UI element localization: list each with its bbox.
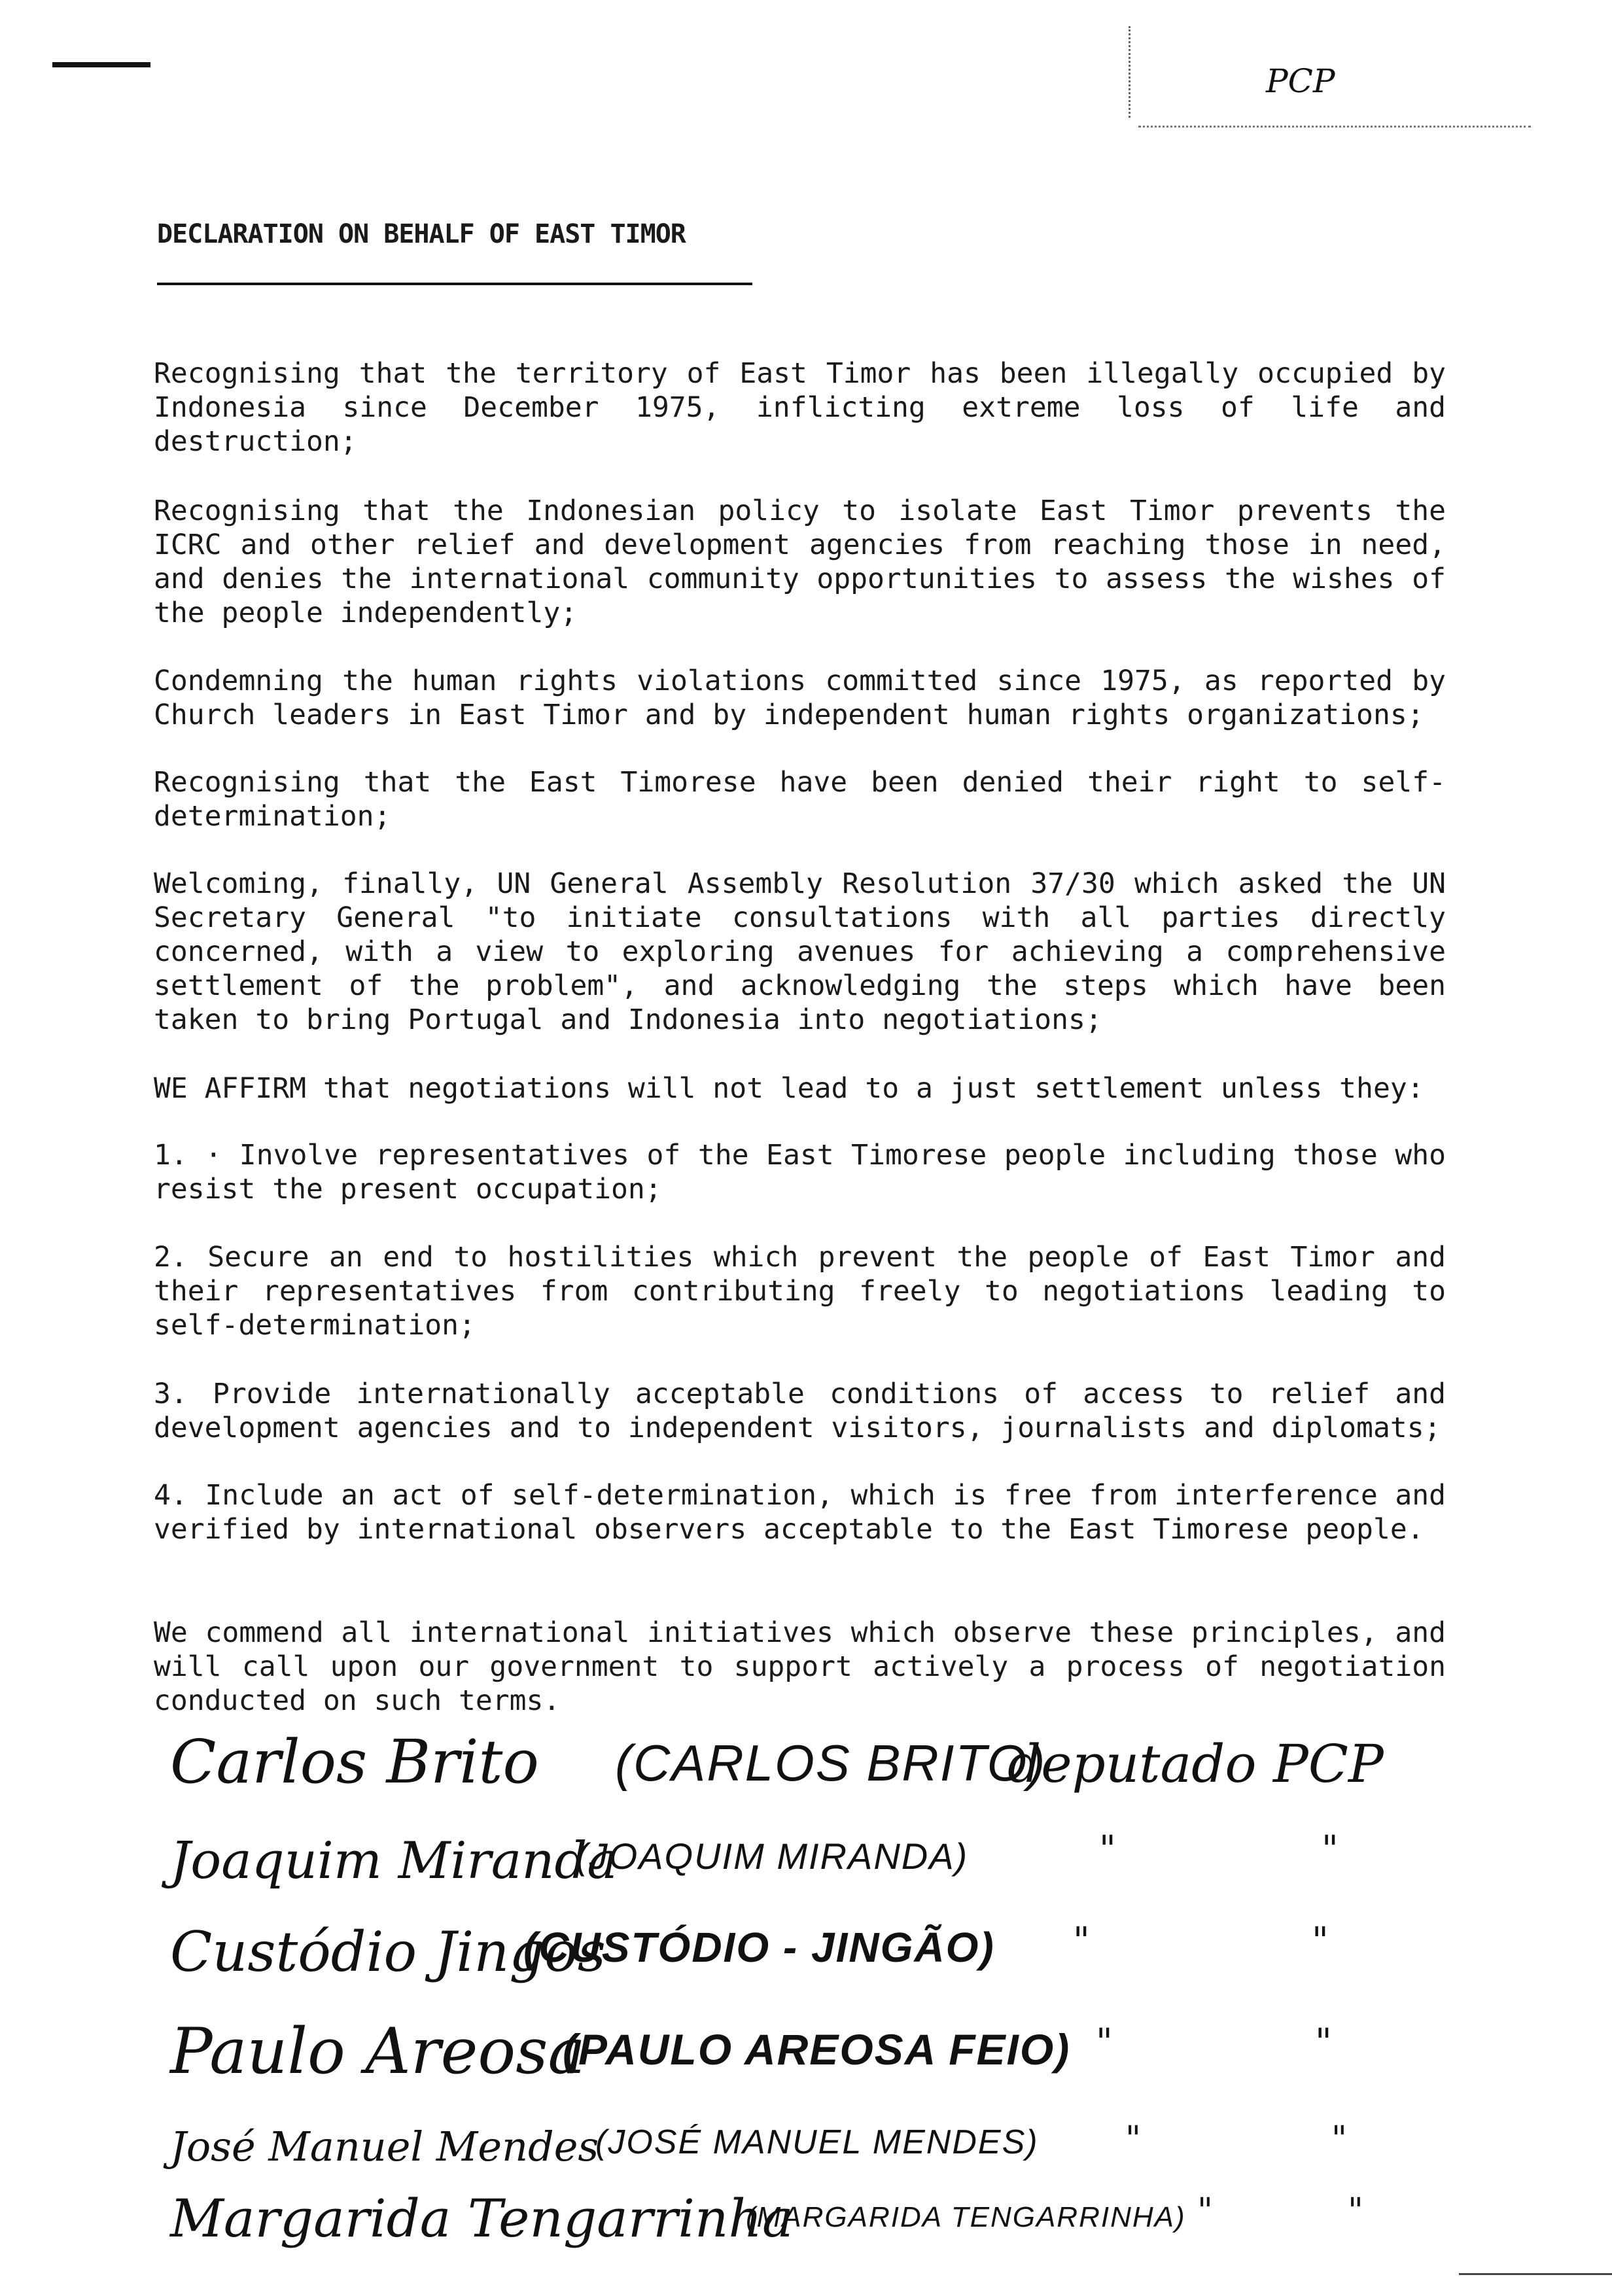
paragraph-occupation: Recognising that the territory of East Timor has been illegally occupied by Indonesia since December 1975, inflicting extreme loss of life and destruction;	[154, 357, 1446, 458]
paragraph-affirm: WE AFFIRM that negotiations will not lead to a just settlement unless they:	[154, 1072, 1424, 1105]
handwritten-signature: Joaquim Miranda	[170, 1832, 618, 1890]
signature-row	[144, 2119, 1518, 2185]
party-mark: PCP	[1266, 62, 1335, 100]
document-title: DECLARATION ON BEHALF OF EAST TIMOR	[157, 219, 686, 249]
signatory-name: (MARGARIDA TENGARRINHA)	[746, 2201, 1186, 2233]
paragraph-isolation: Recognising that the Indonesian policy to isolate East Timor prevents the ICRC and other relief and development agencies from reaching those in need, and denies the international community opportunities to assess the wishes of the people independently;	[154, 495, 1446, 629]
handwritten-signature: Margarida Tengarrinha	[170, 2188, 794, 2249]
signatory-name: (CARLOS BRITO)	[615, 1734, 1047, 1792]
ditto-mark: "	[1197, 2191, 1213, 2231]
paragraph-commend: We commend all international initiatives which observe these principles, and will call upon our government to support actively a process of negotiation conducted on such terms.	[154, 1616, 1446, 1717]
signature-row	[144, 1727, 1518, 1812]
signature-row	[144, 2015, 1518, 2093]
page-edge-line	[1459, 2273, 1612, 2275]
signature-row	[144, 2188, 1518, 2253]
title-underline	[157, 283, 752, 285]
ditto-mark: "	[1096, 2021, 1113, 2064]
ditto-mark: "	[1348, 2191, 1363, 2231]
signatory-name: (JOAQUIM MIRANDA)	[576, 1835, 969, 1877]
ditto-mark: "	[1312, 1920, 1329, 1962]
ditto-mark: "	[1125, 2119, 1141, 2159]
ditto-mark: "	[1315, 2021, 1332, 2064]
handwritten-signature: Carlos Brito	[170, 1727, 539, 1797]
signature-block	[144, 1714, 1518, 2250]
ditto-mark: "	[1322, 1828, 1339, 1871]
paragraph-human-rights: Condemning the human rights violations committed since 1975, as reported by Church leaders in East Timor and by independent human rights organizations;	[154, 665, 1446, 731]
handwritten-signature: José Manuel Mendes	[170, 2123, 599, 2170]
signatory-name: (CUSTÓDIO - JINGÃO)	[523, 1924, 995, 1971]
punch-mark	[52, 62, 150, 67]
signatory-name: (PAULO AREOSA FEIO)	[563, 2025, 1071, 2074]
handwritten-signature: Custódio Jingos	[170, 1920, 606, 1984]
signature-row	[144, 1828, 1518, 1900]
list-item-4: 4. Include an act of self-determination, which is free from interference and verified by international observers acceptable to the East Timorese people.	[154, 1479, 1446, 1546]
paragraph-self-determination: Recognising that the East Timorese have been denied their right to self-determination;	[154, 766, 1446, 833]
ditto-mark: "	[1073, 1920, 1090, 1962]
list-item-2: 2. Secure an end to hostilities which prevent the people of East Timor and their representatives from contributing freely to negotiations leading to self-determination;	[154, 1241, 1446, 1342]
ditto-mark: "	[1331, 2119, 1347, 2159]
list-item-3: 3. Provide internationally acceptable conditions of access to relief and development agencies and to independent visitors, journalists and diplomats;	[154, 1378, 1446, 1444]
handwritten-signature: Paulo Areosa	[170, 2015, 586, 2088]
paragraph-un-resolution: Welcoming, finally, UN General Assembly Resolution 37/30 which asked the UN Secretary General "to initiate consultations with all parties directly concerned, with a view to exploring avenues for achieving a comprehensive settlement of the problem", and acknowledging the steps which have been taken to bring Portugal and Indonesia into negotiations;	[154, 867, 1446, 1036]
list-item-1: 1. · Involve representatives of the East Timorese people including those who resist the present occupation;	[154, 1139, 1446, 1206]
signatory-name: (JOSÉ MANUEL MENDES)	[595, 2123, 1039, 2161]
signatory-title: deputado PCP	[1008, 1733, 1384, 1794]
ditto-mark: "	[1099, 1828, 1116, 1871]
margin-rule	[1129, 26, 1132, 118]
dotted-line	[1138, 126, 1531, 128]
signature-row	[144, 1920, 1518, 1992]
